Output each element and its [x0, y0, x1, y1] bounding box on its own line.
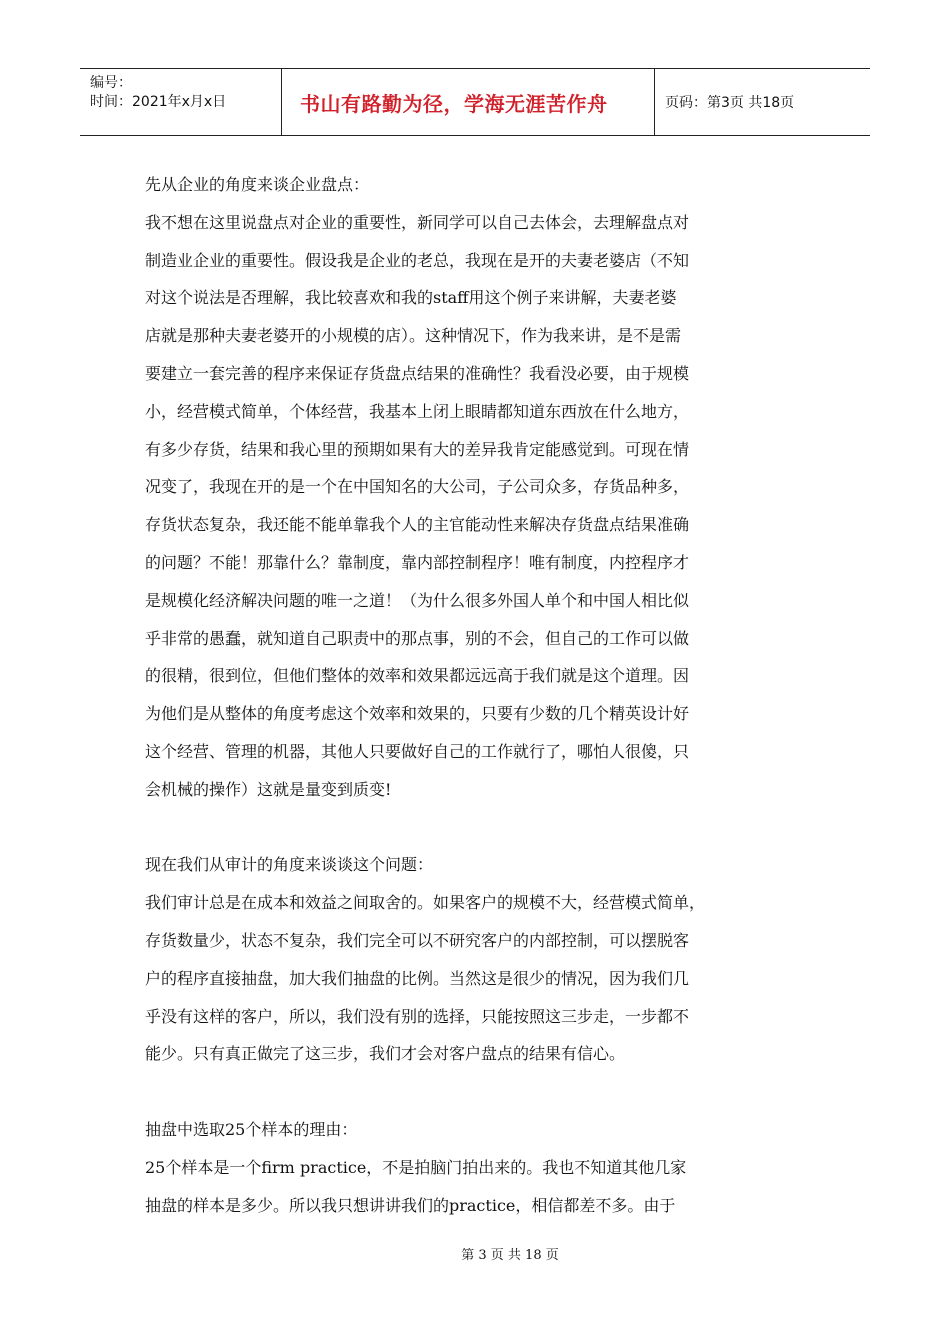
body-line: 现在我们从审计的角度来谈谈这个问题： — [145, 855, 434, 875]
paragraph-gap — [145, 809, 815, 847]
body-line: 25个样本是一个firm practice，不是拍脑门拍出来的。我也不知道其他几家 — [145, 1157, 687, 1177]
body-line: 乎没有这样的客户，所以，我们没有别的选择，只能按照这三步走，一步都不 — [145, 1006, 690, 1026]
body-line: 抽盘的样本是多少。所以我只想讲讲我们的practice，相信都差不多。由于 — [145, 1195, 676, 1215]
body-line: 为他们是从整体的角度考虑这个效率和效果的，只要有少数的几个精英设计好 — [145, 704, 690, 724]
body-line: 户的程序直接抽盘，加大我们抽盘的比例。当然这是很少的情况，因为我们几 — [145, 968, 690, 988]
header-meta-cell — [80, 69, 282, 135]
header-page-cell — [655, 69, 870, 135]
body-line: 的很精，很到位，但他们整体的效率和效果都远远高于我们就是这个道理。因 — [145, 666, 690, 686]
body-line: 我们审计总是在成本和效益之间取舍的。如果客户的规模不大，经营模式简单， — [145, 893, 706, 913]
document-number-label: 编号： — [90, 75, 132, 91]
body-line: 存货状态复杂，我还能不能单靠我个人的主官能动性来解决存货盘点结果准确 — [145, 515, 690, 535]
page-footer — [0, 1244, 950, 1263]
body-line: 抽盘中选取25个样本的理由： — [145, 1119, 358, 1139]
header-motto: 书山有路勤为径，学海无涯苦作舟 — [300, 91, 608, 116]
body-line: 的问题？不能！那靠什么？靠制度，靠内部控制程序！唯有制度，内控程序才 — [145, 552, 690, 572]
body-line: 存货数量少，状态不复杂，我们完全可以不研究客户的内部控制，可以摆脱客 — [145, 930, 690, 950]
body-line: 能少。只有真正做完了这三步，我们才会对客户盘点的结果有信心。 — [145, 1044, 626, 1064]
body-line: 我不想在这里说盘点对企业的重要性，新同学可以自己去体会，去理解盘点对 — [145, 212, 690, 232]
body-line: 要建立一套完善的程序来保证存货盘点结果的准确性？我看没必要，由于规模 — [145, 363, 690, 383]
body-line: 会机械的操作）这就是量变到质变! — [145, 779, 392, 799]
body-line: 况变了，我现在开的是一个在中国知名的大公司，子公司众多，存货品种多， — [145, 477, 690, 497]
header-motto-cell — [282, 69, 655, 135]
body-line: 小，经营模式简单，个体经营，我基本上闭上眼睛都知道东西放在什么地方， — [145, 401, 690, 421]
header-page-label: 页码：第3页 共18页 — [665, 95, 795, 111]
body-line: 有多少存货，结果和我心里的预期如果有大的差异我肯定能感觉到。可现在情 — [145, 439, 690, 459]
footer-page-number: 第 3 页 共 18 页 — [461, 1248, 559, 1263]
body-line: 是规模化经济解决问题的唯一之道！（为什么很多外国人单个和中国人相比似 — [145, 590, 690, 610]
paragraph-gap — [145, 1073, 815, 1111]
body-line: 先从企业的角度来谈企业盘点： — [145, 175, 370, 194]
body-line: 制造业企业的重要性。假设我是企业的老总，我现在是开的夫妻老婆店（不知 — [145, 250, 690, 270]
body-line: 这个经营、管理的机器，其他人只要做好自己的工作就行了，哪怕人很傻，只 — [145, 741, 690, 761]
body-line: 乎非常的愚蠢，就知道自己职责中的那点事，别的不会，但自己的工作可以做 — [145, 628, 690, 648]
document-time-label: 时间：2021年x月x日 — [90, 94, 227, 110]
body-line: 店就是那种夫妻老婆开的小规模的店）。这种情况下，作为我来讲，是不是需 — [145, 326, 682, 346]
document-body — [145, 166, 815, 1224]
body-line: 对这个说法是否理解，我比较喜欢和我的staff用这个例子来讲解，夫妻老婆 — [145, 288, 677, 308]
page-header — [80, 68, 870, 136]
